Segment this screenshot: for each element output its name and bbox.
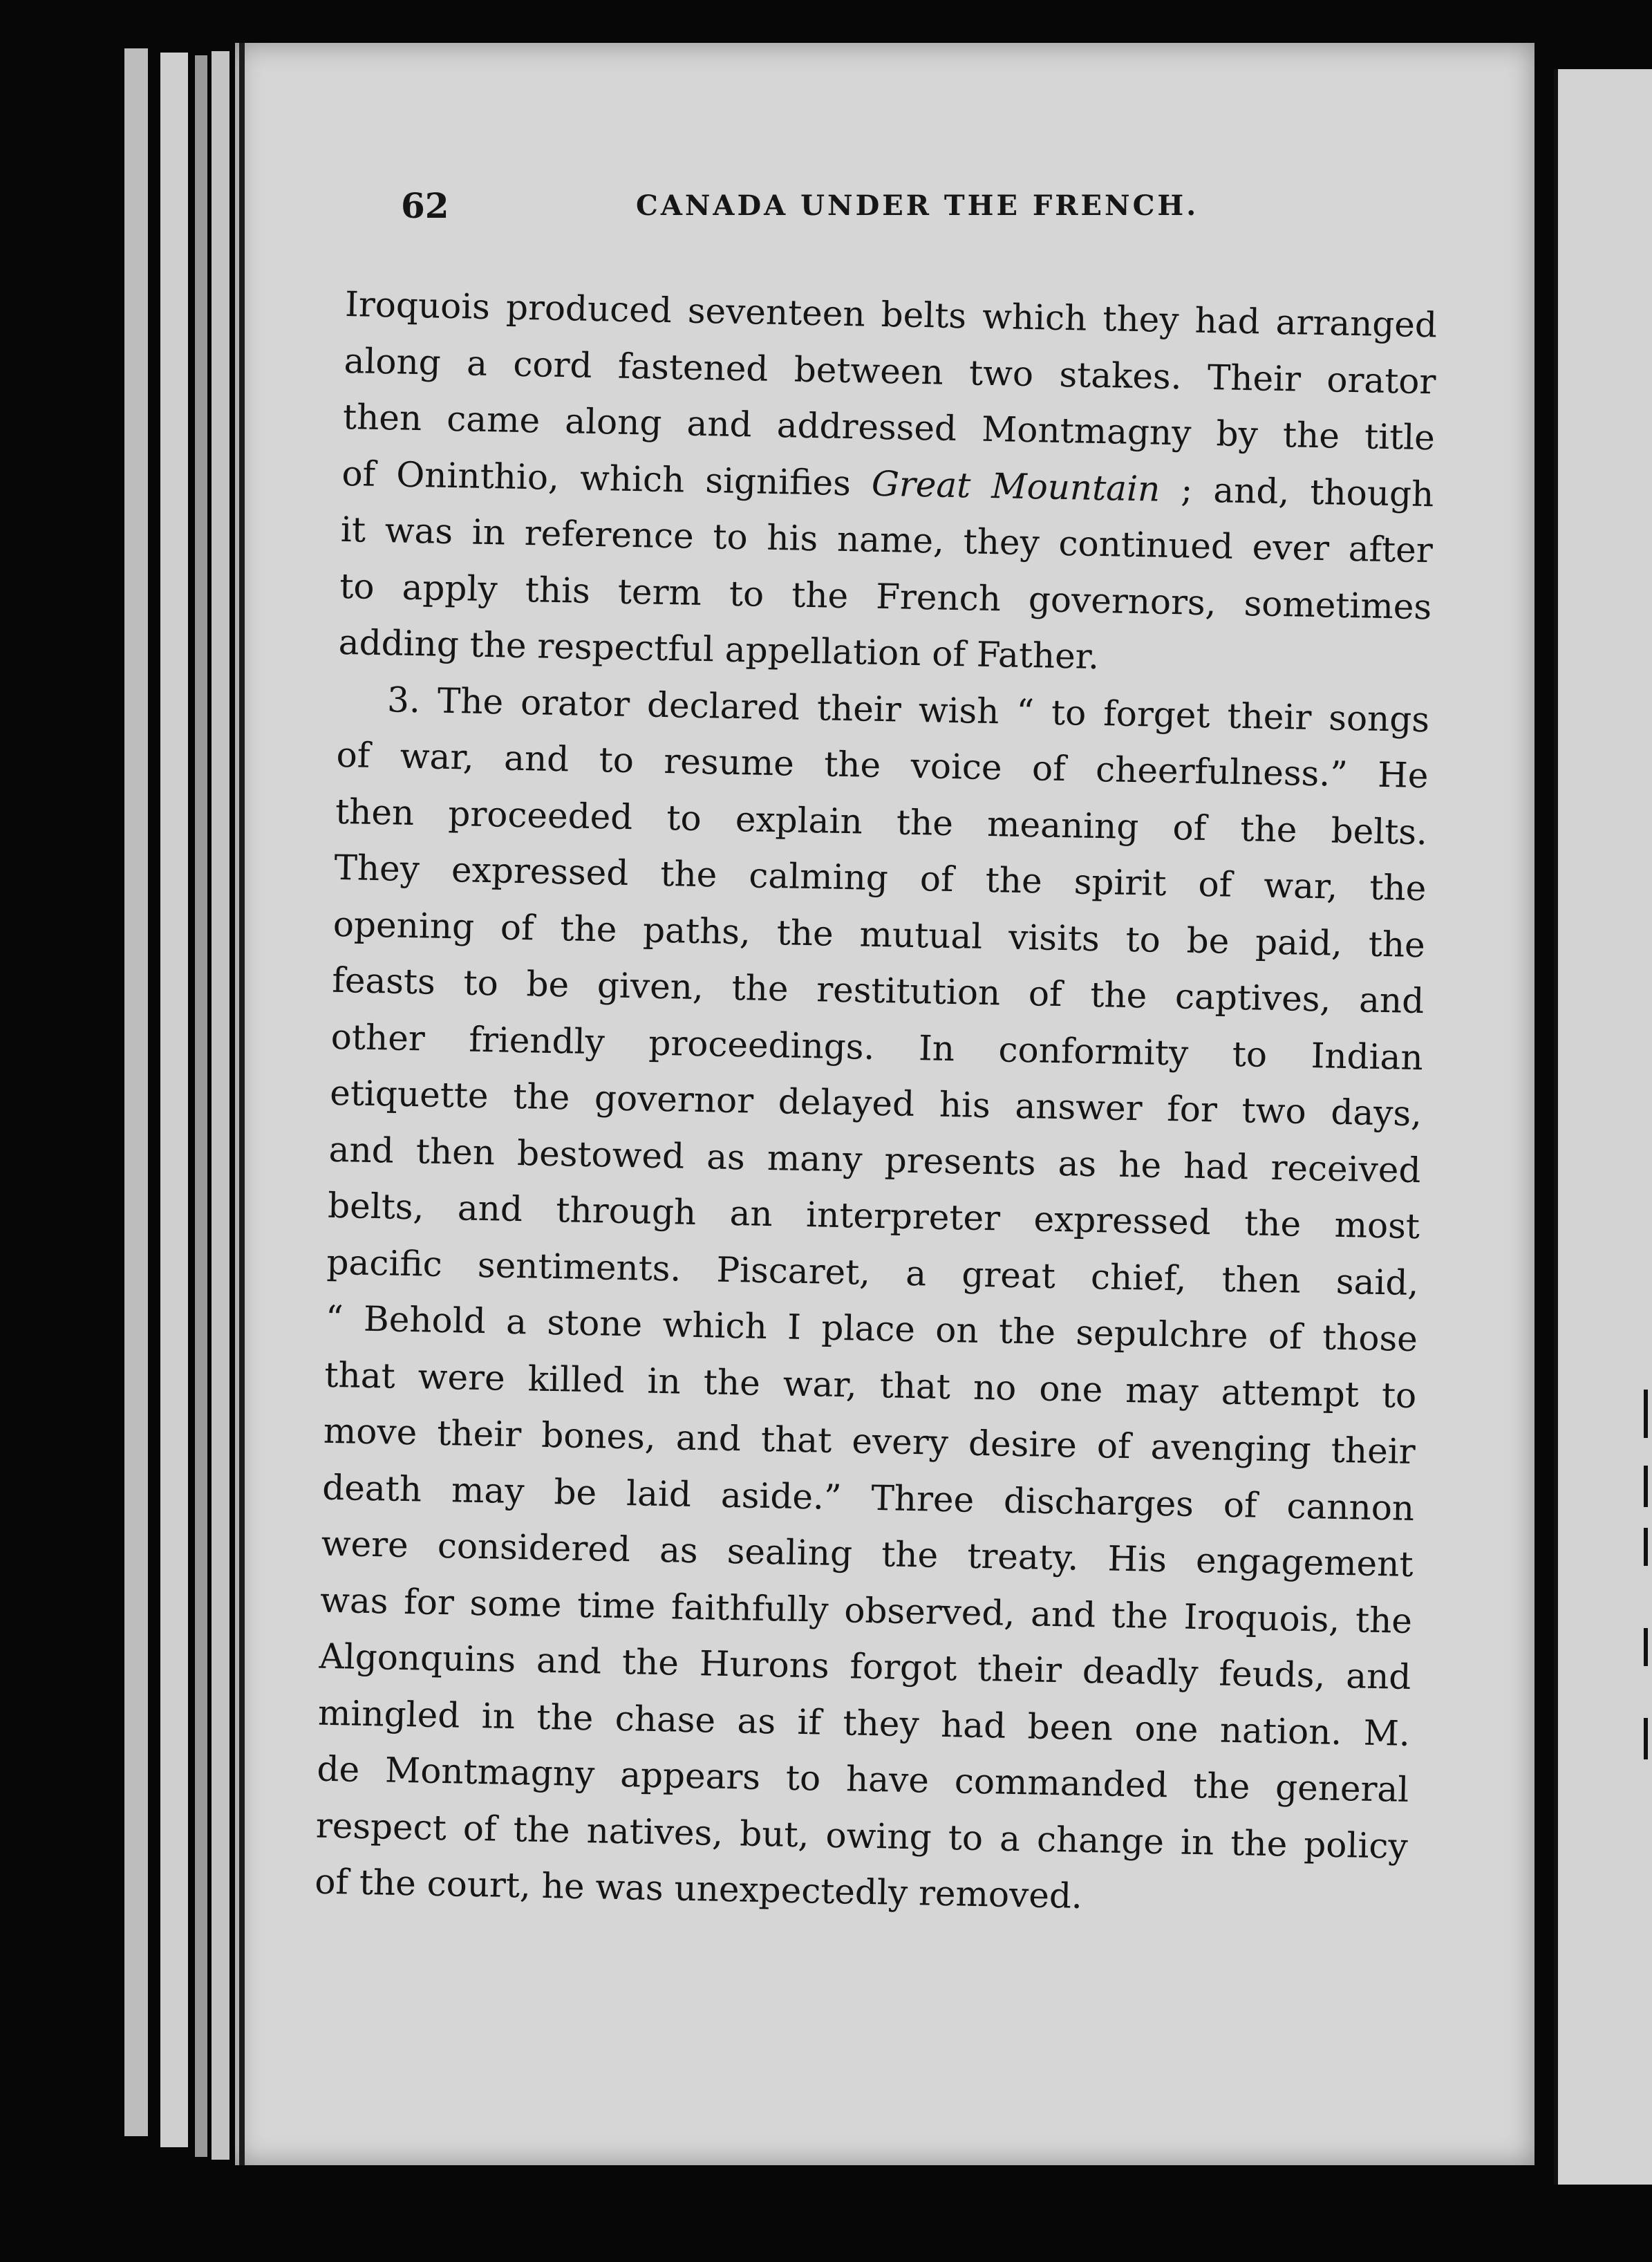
text-line: pacific sentiments. Piscaret, a great chief, then said, <box>326 1242 1419 1303</box>
text-line: other friendly proceedings. In conformity to Indian <box>330 1016 1424 1078</box>
running-title: CANADA UNDER THE FRENCH. <box>636 189 1199 222</box>
text-line: adding the respectful appellation of Father. <box>338 621 1100 677</box>
text-line: opening of the paths, the mutual visits to be paid, the <box>332 904 1426 965</box>
text-line: to apply this term to the French governors, sometimes <box>339 566 1432 627</box>
page-edge <box>195 55 207 2157</box>
page-edge <box>160 53 188 2147</box>
text-line: belts, and through an interpreter expressed the most <box>327 1185 1420 1247</box>
text-line: were considered as sealing the treaty. His engagement <box>321 1523 1414 1585</box>
text-line: de Montmagny appears to have commanded the general <box>316 1748 1409 1810</box>
text-line: of the court, he was unexpectedly removed. <box>314 1861 1083 1916</box>
facing-page-mark <box>1644 1718 1648 1759</box>
text-line: etiquette the governor delayed his answer for two days, <box>329 1072 1423 1134</box>
text-line: Iroquois produced seventeen belts which they had arranged <box>344 283 1438 346</box>
text-line: and then bestowed as many presents as he had received <box>328 1129 1422 1190</box>
text-line: then proceeded to explain the meaning of the belts. <box>335 791 1428 852</box>
text-line: death may be laid aside.” Three discharges of cannon <box>321 1467 1415 1529</box>
text-line-italic: of Oninthio, which signifies Great Mountain ; and, though <box>341 453 1434 514</box>
italic-phrase: Great Mountain <box>871 463 1161 510</box>
text-line: move their bones, and that every desire of avenging their <box>323 1410 1416 1473</box>
text-line: that were killed in the war, that no one may attempt to <box>323 1354 1417 1416</box>
page-number: 62 <box>401 185 449 226</box>
page-edge <box>212 51 229 2160</box>
text-line: then came along and addressed Montmagny by the title <box>342 396 1436 458</box>
facing-page-mark <box>1644 1528 1648 1566</box>
page-edge <box>124 48 148 2136</box>
text-line: it was in reference to his name, they continued ever after <box>340 509 1434 571</box>
paragraph-start: 3. The orator declared their wish “ to forget their songs <box>386 679 1430 740</box>
facing-page-edge <box>1554 69 1652 2185</box>
text-line: mingled in the chase as if they had been one nation. M. <box>317 1692 1411 1754</box>
facing-page-mark <box>1644 1466 1648 1507</box>
text-line: respect of the natives, but, owing to a change in the policy <box>315 1805 1409 1867</box>
text-line: “ Behold a stone which I place on the sepulchre of those <box>325 1298 1418 1360</box>
facing-page-mark <box>1644 1390 1648 1438</box>
text-line: They expressed the calming of the spirit of war, the <box>334 847 1427 909</box>
text-line: along a cord fastened between two stakes. Their orator <box>344 340 1436 402</box>
text-line: of war, and to resume the voice of cheerfulness.” He <box>336 734 1429 796</box>
facing-page-mark <box>1644 1628 1648 1666</box>
text-line: Algonquins and the Hurons forgot their deadly feuds, and <box>319 1636 1411 1697</box>
body-text <box>315 277 1438 1931</box>
text-line: feasts to be given, the restitution of the captives, and <box>331 960 1425 1022</box>
page-gutter <box>239 43 245 2165</box>
text-line: was for some time faithfully observed, and the Iroquois, the <box>319 1580 1413 1641</box>
